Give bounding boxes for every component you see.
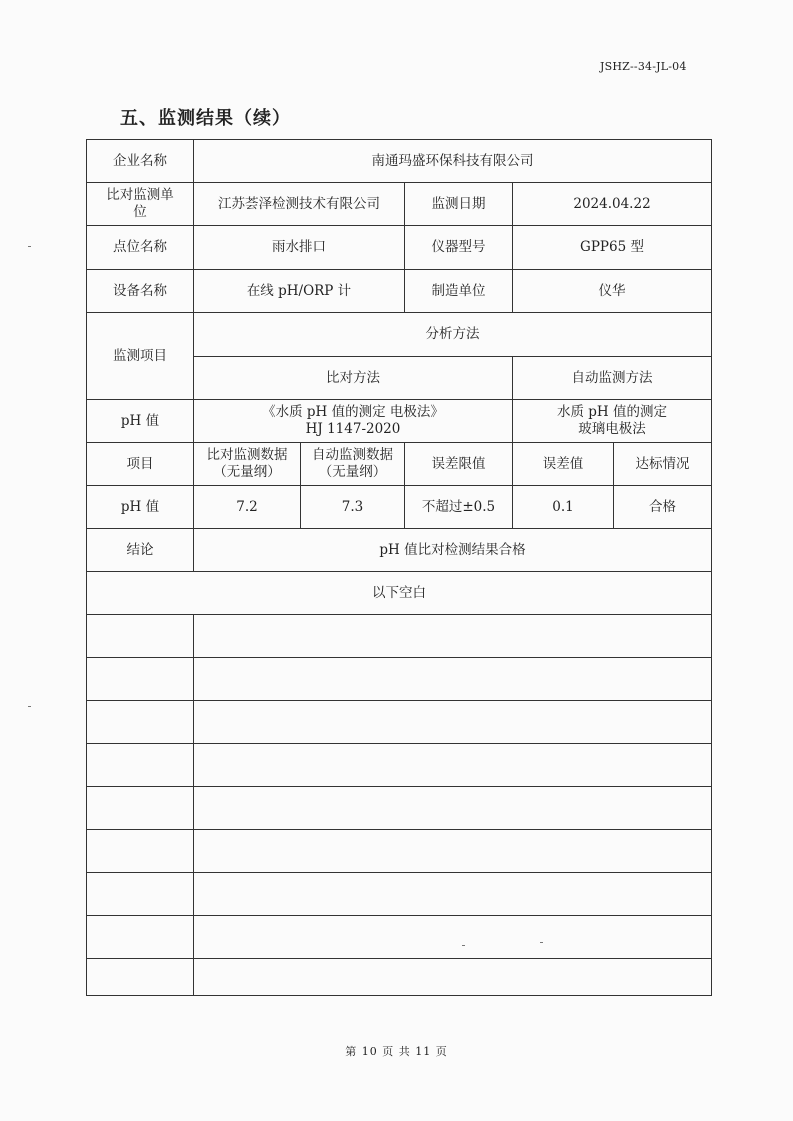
empty-row xyxy=(87,873,712,916)
method-value-row xyxy=(87,400,712,443)
date-value: 2024.04.22 xyxy=(513,183,712,226)
col-compare-data: 比对监测数据（无量纲） xyxy=(194,443,301,486)
enterprise-value: 南通玛盛环保科技有限公司 xyxy=(194,140,712,183)
empty-cell xyxy=(194,873,712,916)
empty-cell xyxy=(194,916,712,959)
compare-method-line2: HJ 1147-2020 xyxy=(305,421,401,437)
empty-row xyxy=(87,959,712,996)
scan-speck xyxy=(28,246,31,247)
empty-cell xyxy=(87,701,194,744)
data-compare: 7.2 xyxy=(194,486,301,529)
compare-method-value xyxy=(194,400,513,443)
device-value: 在线 pH/ORP 计 xyxy=(194,270,405,313)
scan-speck xyxy=(462,945,465,946)
ph-label: pH 值 xyxy=(87,400,194,443)
blank-note-row xyxy=(87,572,712,615)
device-row xyxy=(87,270,712,313)
auto-method-line2: 玻璃电极法 xyxy=(578,421,646,437)
col-status: 达标情况 xyxy=(614,443,712,486)
empty-row xyxy=(87,658,712,701)
auto-method-label: 自动监测方法 xyxy=(513,357,712,400)
data-limit: 不超过±0.5 xyxy=(405,486,513,529)
enterprise-row xyxy=(87,140,712,183)
empty-cell xyxy=(194,701,712,744)
scan-speck xyxy=(540,942,543,943)
maker-value: 仪华 xyxy=(513,270,712,313)
empty-row xyxy=(87,744,712,787)
conclusion-value: pH 值比对检测结果合格 xyxy=(194,529,712,572)
monitoring-result-table xyxy=(86,139,712,996)
conclusion-row xyxy=(87,529,712,572)
blank-note: 以下空白 xyxy=(87,572,712,615)
page-number: 第 10 页 共 11 页 xyxy=(345,1045,448,1058)
empty-cell xyxy=(87,658,194,701)
maker-label: 制造单位 xyxy=(405,270,513,313)
empty-row xyxy=(87,916,712,959)
document-code: JSHZ--34-JL-04 xyxy=(600,60,687,73)
empty-cell xyxy=(87,787,194,830)
point-value: 雨水排口 xyxy=(194,226,405,270)
compare-unit-value: 江苏荟泽检测技术有限公司 xyxy=(194,183,405,226)
point-label: 点位名称 xyxy=(87,226,194,270)
empty-cell xyxy=(87,615,194,658)
empty-cell xyxy=(87,959,194,996)
compare-method-line1: 《水质 pH 值的测定 电极法》 xyxy=(262,404,444,420)
empty-cell xyxy=(194,959,712,996)
empty-cell xyxy=(194,744,712,787)
empty-cell xyxy=(194,615,712,658)
empty-cell xyxy=(87,744,194,787)
model-value: GPP65 型 xyxy=(513,226,712,270)
data-header-row xyxy=(87,443,712,486)
empty-cell xyxy=(87,916,194,959)
data-row xyxy=(87,486,712,529)
col-limit: 误差限值 xyxy=(405,443,513,486)
device-label: 设备名称 xyxy=(87,270,194,313)
empty-cell xyxy=(194,658,712,701)
empty-row xyxy=(87,787,712,830)
empty-cell xyxy=(194,830,712,873)
section-title: 五、监测结果（续） xyxy=(120,108,291,129)
empty-row xyxy=(87,615,712,658)
col-auto-data: 自动监测数据（无量纲） xyxy=(301,443,405,486)
empty-cell xyxy=(194,787,712,830)
auto-method-line1: 水质 pH 值的测定 xyxy=(557,404,667,420)
empty-cell xyxy=(87,830,194,873)
point-row xyxy=(87,226,712,270)
data-error: 0.1 xyxy=(513,486,614,529)
enterprise-label: 企业名称 xyxy=(87,140,194,183)
scan-speck xyxy=(28,706,31,707)
compare-unit-row xyxy=(87,183,712,226)
data-auto: 7.3 xyxy=(301,486,405,529)
analysis-method-row xyxy=(87,313,712,357)
item-label: 监测项目 xyxy=(87,313,194,400)
empty-cell xyxy=(87,873,194,916)
data-item: pH 值 xyxy=(87,486,194,529)
compare-method-label: 比对方法 xyxy=(194,357,513,400)
col-error: 误差值 xyxy=(513,443,614,486)
model-label: 仪器型号 xyxy=(405,226,513,270)
analysis-method-label: 分析方法 xyxy=(194,313,712,357)
empty-row xyxy=(87,830,712,873)
compare-unit-label: 比对监测单位 xyxy=(87,183,194,226)
col-item: 项目 xyxy=(87,443,194,486)
auto-method-value xyxy=(513,400,712,443)
conclusion-label: 结论 xyxy=(87,529,194,572)
data-status: 合格 xyxy=(614,486,712,529)
date-label: 监测日期 xyxy=(405,183,513,226)
empty-row xyxy=(87,701,712,744)
